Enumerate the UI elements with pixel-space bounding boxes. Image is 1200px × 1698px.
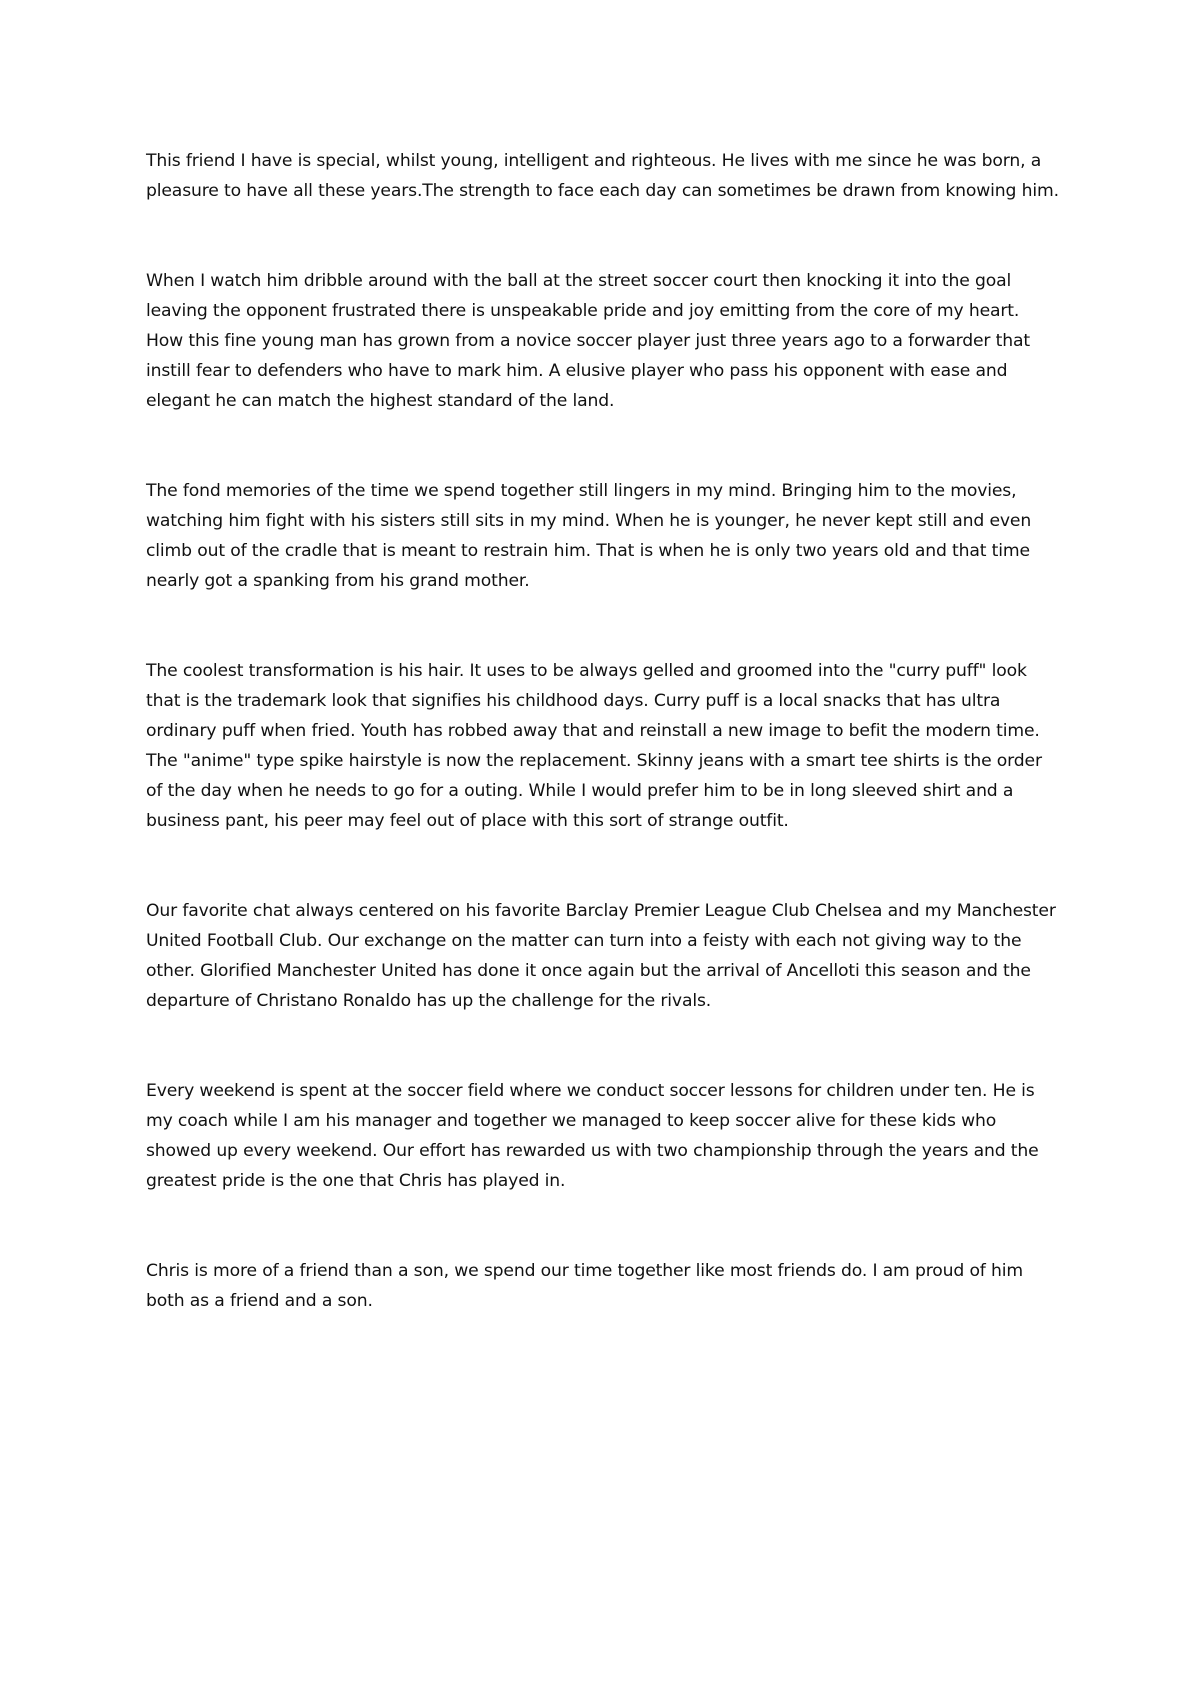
paragraph-4: The coolest transformation is his hair. It uses to be always gelled and groomed into the "curry puff" look that is the trademark look that signifies his childhood days. Curry puff is a local snacks that has ultra ordinary puff when fried. Youth has robbed away that and reinstall a new image to befit the modern time. The "anime" type spike hairstyle is now the replacement. Skinny jeans with a smart tee shirts is the order of the day when he needs to go for a outing. While I would prefer him to be in long sleeved shirt and a business pant, his peer may feel out of place with this sort of strange outfit. [146,661,1042,831]
document-body [146,146,1061,1316]
paragraph-6: Every weekend is spent at the soccer field where we conduct soccer lessons for children under ten. He is my coach while I am his manager and together we managed to keep soccer alive for these kids who showed up every weekend. Our effort has rewarded us with two championship through the years and the greatest pride is the one that Chris has played in. [146,1081,1039,1191]
paragraph-7: Chris is more of a friend than a son, we spend our time together like most friends do. I am proud of him both as a friend and a son. [146,1261,1023,1311]
paragraph-3: The fond memories of the time we spend together still lingers in my mind. Bringing him to the movies, watching him fight with his sisters still sits in my mind. When he is younger, he never kept still and even climb out of the cradle that is meant to restrain him. That is when he is only two years old and that time nearly got a spanking from his grand mother. [146,481,1032,591]
paragraph-2: When I watch him dribble around with the ball at the street soccer court then knocking it into the goal leaving the opponent frustrated there is unspeakable pride and joy emitting from the core of my heart. How this fine young man has grown from a novice soccer player just three years ago to a forwarder that instill fear to defenders who have to mark him. A elusive player who pass his opponent with ease and elegant he can match the highest standard of the land. [146,271,1030,411]
paragraph-1: This friend I have is special, whilst young, intelligent and righteous. He lives with me since he was born, a pleasure to have all these years.The strength to face each day can sometimes be drawn from knowing him. [146,151,1059,201]
paragraph-5: Our favorite chat always centered on his favorite Barclay Premier League Club Chelsea and my Manchester United Football Club. Our exchange on the matter can turn into a feisty with each not giving way to the other. Glorified Manchester United has done it once again but the arrival of Ancelloti this season and the departure of Christano Ronaldo has up the challenge for the rivals. [146,901,1056,1011]
